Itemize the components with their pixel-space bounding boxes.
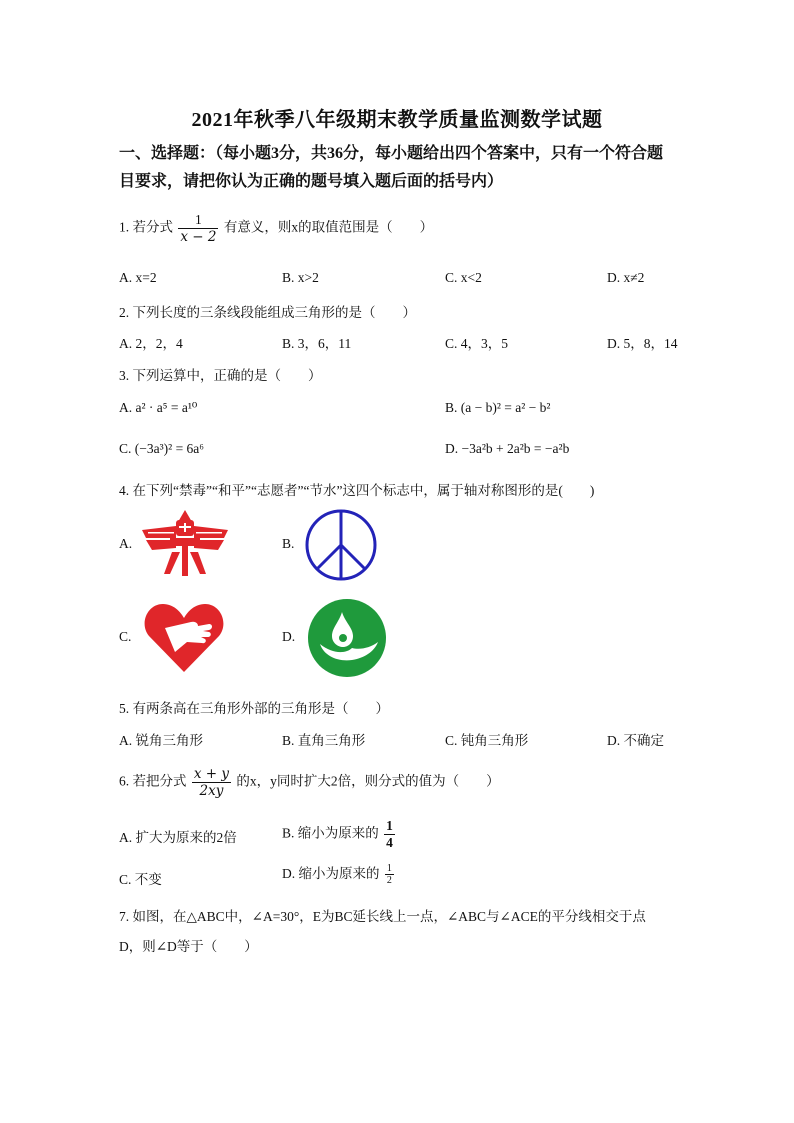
q6-fraction bbox=[192, 766, 231, 799]
q4-label-a: A. bbox=[119, 536, 133, 551]
q6-frac-den: 2xy bbox=[199, 783, 224, 799]
q5-option-b: B. 直角三角形 bbox=[282, 733, 366, 748]
q5-option-d: D. 不确定 bbox=[607, 733, 664, 748]
q6-prefix: 6. 若把分式 bbox=[119, 773, 187, 789]
q6-option-d-fraction bbox=[385, 863, 394, 886]
q2-option-c: C. 4，3，5 bbox=[445, 336, 509, 351]
q3-option-c: C. (−3a³)² = 6a⁶ bbox=[119, 441, 205, 456]
q3-option-d: D. −3a²b + 2a²b = −a²b bbox=[445, 441, 570, 456]
q6-option-b-den: 4 bbox=[386, 835, 393, 850]
q6-option-d bbox=[282, 862, 396, 886]
question-6 bbox=[119, 766, 500, 799]
volunteer-heart-hand-icon bbox=[143, 598, 225, 676]
q1-prefix: 1. 若分式 bbox=[119, 219, 173, 235]
q6-suffix: 的x，y同时扩大2倍，则分式的值为（ ） bbox=[236, 773, 500, 789]
question-2: 2. 下列长度的三条线段能组成三角形的是（ ） bbox=[119, 305, 416, 320]
q1-suffix: 有意义，则x的取值范围是（ ） bbox=[223, 219, 434, 235]
q6-option-c: C. 不变 bbox=[119, 872, 162, 887]
q1-frac-den: x − 2 bbox=[180, 229, 217, 245]
q4-label-c: C. bbox=[119, 629, 132, 644]
q2-option-b: B. 3，6，11 bbox=[282, 336, 352, 351]
q6-option-d-text: D. 缩小为原来的 bbox=[282, 866, 380, 881]
q6-frac-num: x + y bbox=[193, 766, 230, 782]
q6-option-d-num: 1 bbox=[386, 863, 392, 875]
question-3: 3. 下列运算中，正确的是（ ） bbox=[119, 368, 322, 383]
q6-option-b-text: B. 缩小为原来的 bbox=[282, 825, 379, 841]
question-1 bbox=[119, 212, 433, 245]
q1-option-c: C. x<2 bbox=[445, 270, 482, 285]
q6-option-a: A. 扩大为原来的2倍 bbox=[119, 830, 237, 845]
q6-option-b-fraction bbox=[384, 818, 395, 851]
water-saving-logo-icon bbox=[306, 598, 388, 678]
question-4: 4. 在下列“禁毒”“和平”“志愿者”“节水”这四个标志中，属于轴对称图形的是( ) bbox=[119, 483, 595, 498]
q1-option-a: A. x=2 bbox=[119, 270, 157, 285]
peace-sign-icon bbox=[304, 508, 378, 582]
question-7-line2: D，则∠D等于（ ） bbox=[119, 939, 258, 954]
q1-option-d: D. x≠2 bbox=[607, 270, 645, 285]
q3-option-b: B. (a − b)² = a² − b² bbox=[445, 400, 551, 415]
section-heading bbox=[119, 140, 699, 196]
q4-label-d: D. bbox=[282, 629, 296, 644]
q6-option-d-den: 2 bbox=[386, 875, 392, 887]
question-5: 5. 有两条高在三角形外部的三角形是（ ） bbox=[119, 701, 389, 716]
q6-option-b-num: 1 bbox=[386, 818, 393, 833]
q1-frac-num: 1 bbox=[178, 212, 218, 229]
q1-option-b: B. x>2 bbox=[282, 270, 319, 285]
q6-option-b bbox=[282, 818, 397, 851]
section-heading-line2: 目要求，请把你认为正确的题号填入题后面的括号内） bbox=[119, 173, 504, 190]
q2-option-a: A. 2，2，4 bbox=[119, 336, 183, 351]
q3-option-a: A. a² · a⁵ = a¹⁰ bbox=[119, 400, 198, 415]
anti-drug-logo-icon bbox=[140, 508, 230, 578]
page-title: 2021年秋季八年级期末教学质量监测数学试题 bbox=[191, 109, 603, 131]
section-heading-line1: 一、选择题：（每小题3分，共36分，每小题给出四个答案中，只有一个符合题 bbox=[119, 145, 664, 162]
q1-fraction bbox=[178, 212, 218, 245]
q5-option-c: C. 钝角三角形 bbox=[445, 733, 529, 748]
q4-label-b: B. bbox=[282, 536, 295, 551]
q5-option-a: A. 锐角三角形 bbox=[119, 733, 203, 748]
q2-option-d: D. 5，8，14 bbox=[607, 336, 678, 351]
question-7-line1: 7. 如图，在△ABC中，∠A=30°，E为BC延长线上一点，∠ABC与∠ACE的平分线相交于点 bbox=[119, 909, 646, 924]
